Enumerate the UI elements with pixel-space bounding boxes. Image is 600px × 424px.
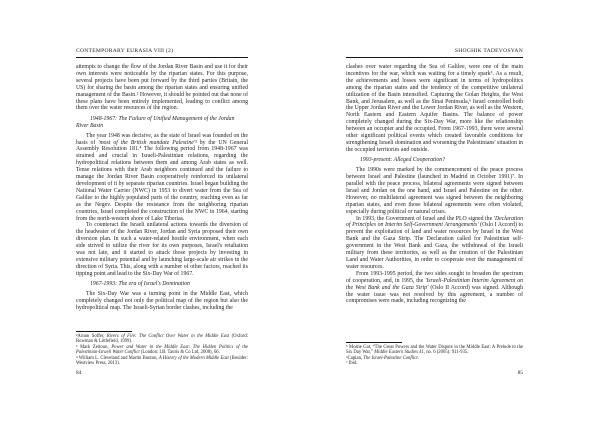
footnote-list-right — [346, 345, 523, 367]
page-right — [346, 48, 523, 376]
paragraph: From 1993-1995 period, the two sides sought to broaden the spectrum of cooperation, and, in 1995, the 'Israeli-Palestinian Interim Agreement on the West Bank and the Gaza Strip' (Oslo II Accord) was signed. Although the water issue was not resolved by this agreement, a number of compromises were made, including recognizing the — [346, 270, 523, 305]
section-heading: 1993-present: Alleged Cooperation? — [360, 157, 446, 164]
author-name: SHOGHIK TADEVOSYAN — [454, 48, 523, 54]
page-number-right: 85 — [517, 370, 523, 376]
footnote-separator-left — [76, 331, 132, 332]
footnote: ²Arnon Soffer, Rivers of Fire: The Conflict Over Water in the Middle East (Oxford: Rowman & Littlefield, 1999). — [76, 333, 249, 344]
page-left — [76, 48, 248, 376]
footnote: ⁶Caplan, The Israel-Palestine Conflict. — [346, 355, 419, 361]
running-header-right — [346, 48, 523, 58]
footnote-list-left — [76, 334, 248, 367]
paragraph: The year 1948 was decisive, as the state of Israel was founded on the basis of 'most of the British mandate Palestine'³ by the UN General Assembly Resolution 181.⁴ The following period from 1948-1967 was strained and crucial in Israeli-Palestinian relations, regarding the hydropolitical relations between them and among Arab states as well. Tense relations with their Arab neighbors continued and the failure to manage the Jordan River Basin cooperatively reinforced its unilateral development of it by separate riparian countries. Israel began building the National Water Carrier (NWC) in 1953 to divert water from the Sea of Galilee to the highly populated parts of the country, reaching even as far as the Negev. Despite the resistance from the neighboring riparian countries, Israel completed the construction of the NWC in 1964, starting from the north-western shore of Lake Tiberias. — [76, 132, 249, 222]
page-body-right — [346, 64, 523, 305]
paragraph: The 1990s were marked by the commencement of the peace process between Israel and Palestine (launched in Madrid in October 1991)⁷. In parallel with the peace process, bilateral agreements were signed between Israel and Jordan on the one hand, and Israel and Palestine on the other. However, no multilateral agreement was signed between the neighboring riparian states, and even those bilateral agreements were often violated, especially during political or natural crises. — [346, 167, 523, 215]
journal-title: CONTEMPORARY EURASIA VIII (2) — [76, 48, 174, 54]
footnote: ⁵ Moshe Gat, “The Great Powers and the Water Dispute in the Middle East: A Prelude to the Six Day War,” Middle Eastern Studies 41, no. 6 (2005): 911-935. — [346, 344, 523, 355]
paragraph: The Six-Day War was a turning point in the Middle East, which completely changed not only the political map of the region but also the hydropolitical map. The Israeli-Syrian border clashes, including the — [76, 291, 248, 311]
paragraph: In 1993, the Government of Israel and the PLO signed the 'Declaration of Principles on Interim Self-Government Arrangements' (Oslo I Accord) to prevent the exploitation of land and water resources by Israel in the West Bank and the Gaza Strip. The Declaration called for Palestinian self-government in the West Bank and Gaza, the withdrawal of the Israeli military from these territories, as well as the creation of the Palestinian Land and Water Authorities, in order to cooperate over the management of water resources. — [346, 215, 524, 270]
footnote: ⁴ William L. Cleveland and Martin Bunton, A History of the Modern Middle East (Boulder: Westview Press, 2013). — [76, 355, 248, 366]
section-heading: 1967-1993: The era of Israel's Domination — [90, 281, 190, 288]
page-number-left: 84 — [76, 370, 82, 376]
page-body-left — [76, 64, 248, 312]
footnote: ⁷ Ibid. — [346, 361, 358, 366]
footnote-area-right — [346, 342, 523, 376]
paragraph: attempts to change the flow of the Jordan River Basin and use it for their own interests were noticeable by the riparian states. For this purpose, several projects have been put forward by the third parties (Britain, the US) for sharing the basin among the riparian states and ensuring unified management of the Basin.² However, it should be pointed out that none of these plans have been entirely implemented, leading to conflict among them over the water resources of the region. — [76, 64, 248, 112]
running-header-left — [76, 48, 248, 58]
section-heading: 1948-1967: The Failure of Unified Management of the Jordan River Basin — [76, 115, 235, 129]
footnote-area-left — [76, 331, 248, 376]
paragraph: To counteract the Israeli unilateral actions towards the diversion of the headwater of the Jordan River, Jordan and Syria proposed their own diversion plan. In such a water-related hostile environment, when each side strived to utilize the river for its own purposes, Israel's retaliation was not late, and it started to attack those projects by investing in extensive military potential and by launching large-scale air strikes in the direction of Syria. This, along with a number of other factors, reached its tipping point and lead to the Six-Day War of 1967. — [76, 222, 248, 277]
footnote: ³ Mark Zeitoun, Power and Water in the Middle East: The Hidden Politics of the Palestinian-Israeli Water Conflict (London: I.B. Tauris & Co Ltd, 2008), 66. — [76, 344, 248, 355]
footnote-separator-right — [346, 342, 402, 343]
paragraph: clashes over water regarding the Sea of Galilee, were one of the main incentives for the war, which was waiting for a timely spark⁵. As a result, the achievements and losses were significant in terms of hydropolitics among the riparian states and the tendency of the competitive unilateral utilization of the Basin intensified. Capturing the Golan Heights, the West Bank, and Jerusalem, as well as the Sinai Peninsula,⁶ Israel controlled both the Upper Jordan River and the Lower Jordan River, as well as the Western, North Eastern and Eastern Aquifer Basins. The balance of power completely changed during the Six-Day War, more like the relationship between an occupier and the occupied. From 1967-1993, there were several other significant political events which created favorable conditions for strengthening Israeli domination and worsening the Palestinians' situation in the occupied territories and outside. — [346, 64, 523, 153]
